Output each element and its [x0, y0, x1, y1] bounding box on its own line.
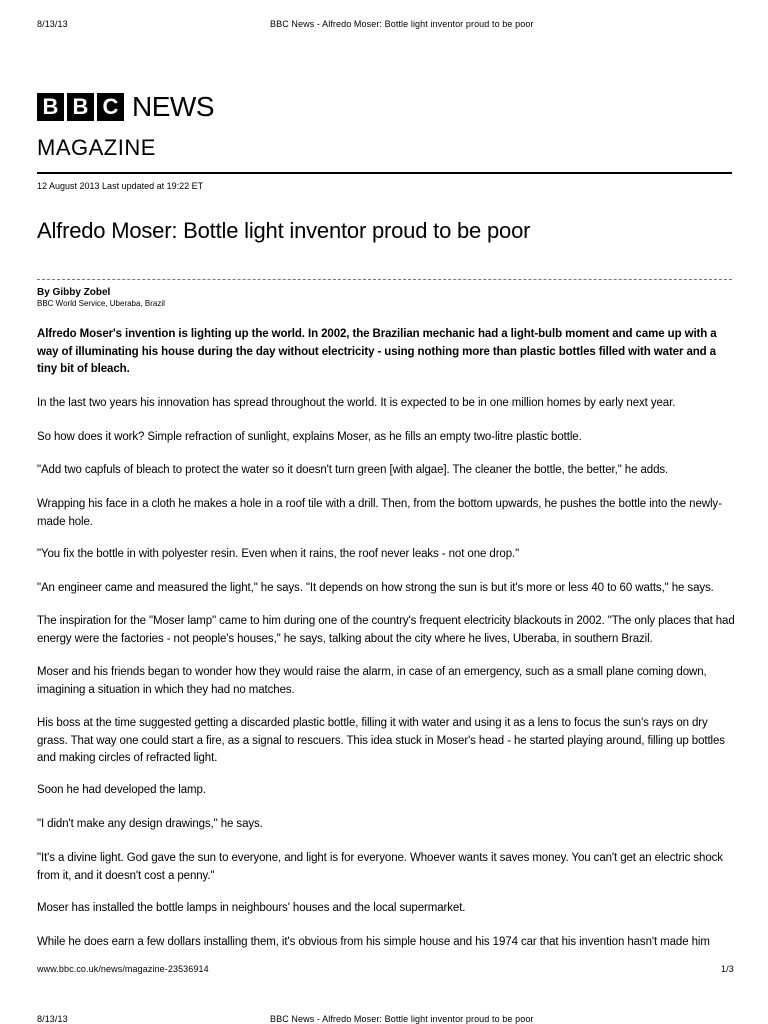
article-paragraph-6: "An engineer came and measured the light," he says. "It depends on how strong the sun is but it's more or less 40 to 60 watts," he says.: [37, 582, 714, 594]
print-date: 8/13/13: [37, 19, 68, 29]
article-paragraph-10: Soon he had developed the lamp.: [37, 784, 206, 796]
next-page-title: BBC News - Alfredo Moser: Bottle light inventor proud to be poor: [270, 1014, 534, 1024]
article-paragraph-8: Moser and his friends began to wonder how they would raise the alarm, in case of an emergency, such as a small plane coming down, imagining a situation in which they had no matches.: [37, 666, 707, 696]
page-number: 1/3: [721, 964, 734, 974]
article-paragraph-11: "I didn't make any design drawings," he says.: [37, 818, 263, 830]
article-paragraph-14: While he does earn a few dollars installing them, it's obvious from his simple house and his 1974 car that his invention hasn't made him: [37, 936, 710, 948]
next-page-date: 8/13/13: [37, 1014, 68, 1024]
logo-news-text: NEWS: [132, 91, 214, 122]
article-paragraph-12: "It's a divine light. God gave the sun to everyone, and light is for everyone. Whoever wants it saves money. You can't get an electric shock from it, and it doesn't cost a penny.": [37, 852, 723, 882]
article-paragraph-9: His boss at the time suggested getting a discarded plastic bottle, filling it with water and using it as a lens to focus the sun's rays on dry grass. That way one could start a fire, as a signal to rescuers. This idea stuck in Moser's head - he started playing around, filling up bottles and making circles of refracted light.: [37, 717, 725, 764]
article-paragraph-5: "You fix the bottle in with polyester resin. Even when it rains, the roof never leaks - not one drop.": [37, 548, 520, 560]
article-paragraph-1: In the last two years his innovation has spread throughout the world. It is expected to be in one million homes by early next year.: [37, 397, 676, 409]
headline-divider: [37, 279, 732, 280]
print-url[interactable]: www.bbc.co.uk/news/magazine-23536914: [37, 964, 209, 974]
dateline: 12 August 2013 Last updated at 19:22 ET: [37, 181, 204, 191]
article-paragraph-4: Wrapping his face in a cloth he makes a hole in a roof tile with a drill. Then, from the bottom upwards, he pushes the bottle into the newly-made hole.: [37, 498, 722, 528]
article-paragraph-7: The inspiration for the "Moser lamp" came to him during one of the country's frequent electricity blackouts in 2002. "The only places that had energy were the factories - not people's houses," he says, talking about the city where he lives, Uberaba, in southern Brazil.: [37, 615, 735, 645]
page-title: Alfredo Moser: Bottle light inventor proud to be poor: [37, 218, 531, 243]
logo-letter-c: C: [97, 93, 124, 121]
article-paragraph-2: So how does it work? Simple refraction of sunlight, explains Moser, as he fills an empty two-litre plastic bottle.: [37, 431, 582, 443]
article-paragraph-3: "Add two capfuls of bleach to protect the water so it doesn't turn green [with algae]. The cleaner the bottle, the better," he adds.: [37, 464, 669, 476]
byline-affiliation: BBC World Service, Uberaba, Brazil: [37, 299, 165, 308]
byline-author: By Gibby Zobel: [37, 287, 111, 298]
bbc-news-logo[interactable]: [37, 93, 214, 121]
print-title: BBC News - Alfredo Moser: Bottle light inventor proud to be poor: [270, 19, 534, 29]
section-title[interactable]: MAGAZINE: [37, 135, 156, 160]
logo-letter-b1: B: [37, 93, 64, 121]
article-paragraph-13: Moser has installed the bottle lamps in neighbours' houses and the local supermarket.: [37, 902, 466, 914]
logo-letter-b2: B: [67, 93, 94, 121]
header-rule: [37, 172, 732, 174]
article-lead: Alfredo Moser's invention is lighting up the world. In 2002, the Brazilian mechanic had a light-bulb moment and came up with a way of illuminating his house during the day without electricity - using nothing more than plastic bottles filled with water and a tiny bit of bleach.: [37, 328, 717, 375]
